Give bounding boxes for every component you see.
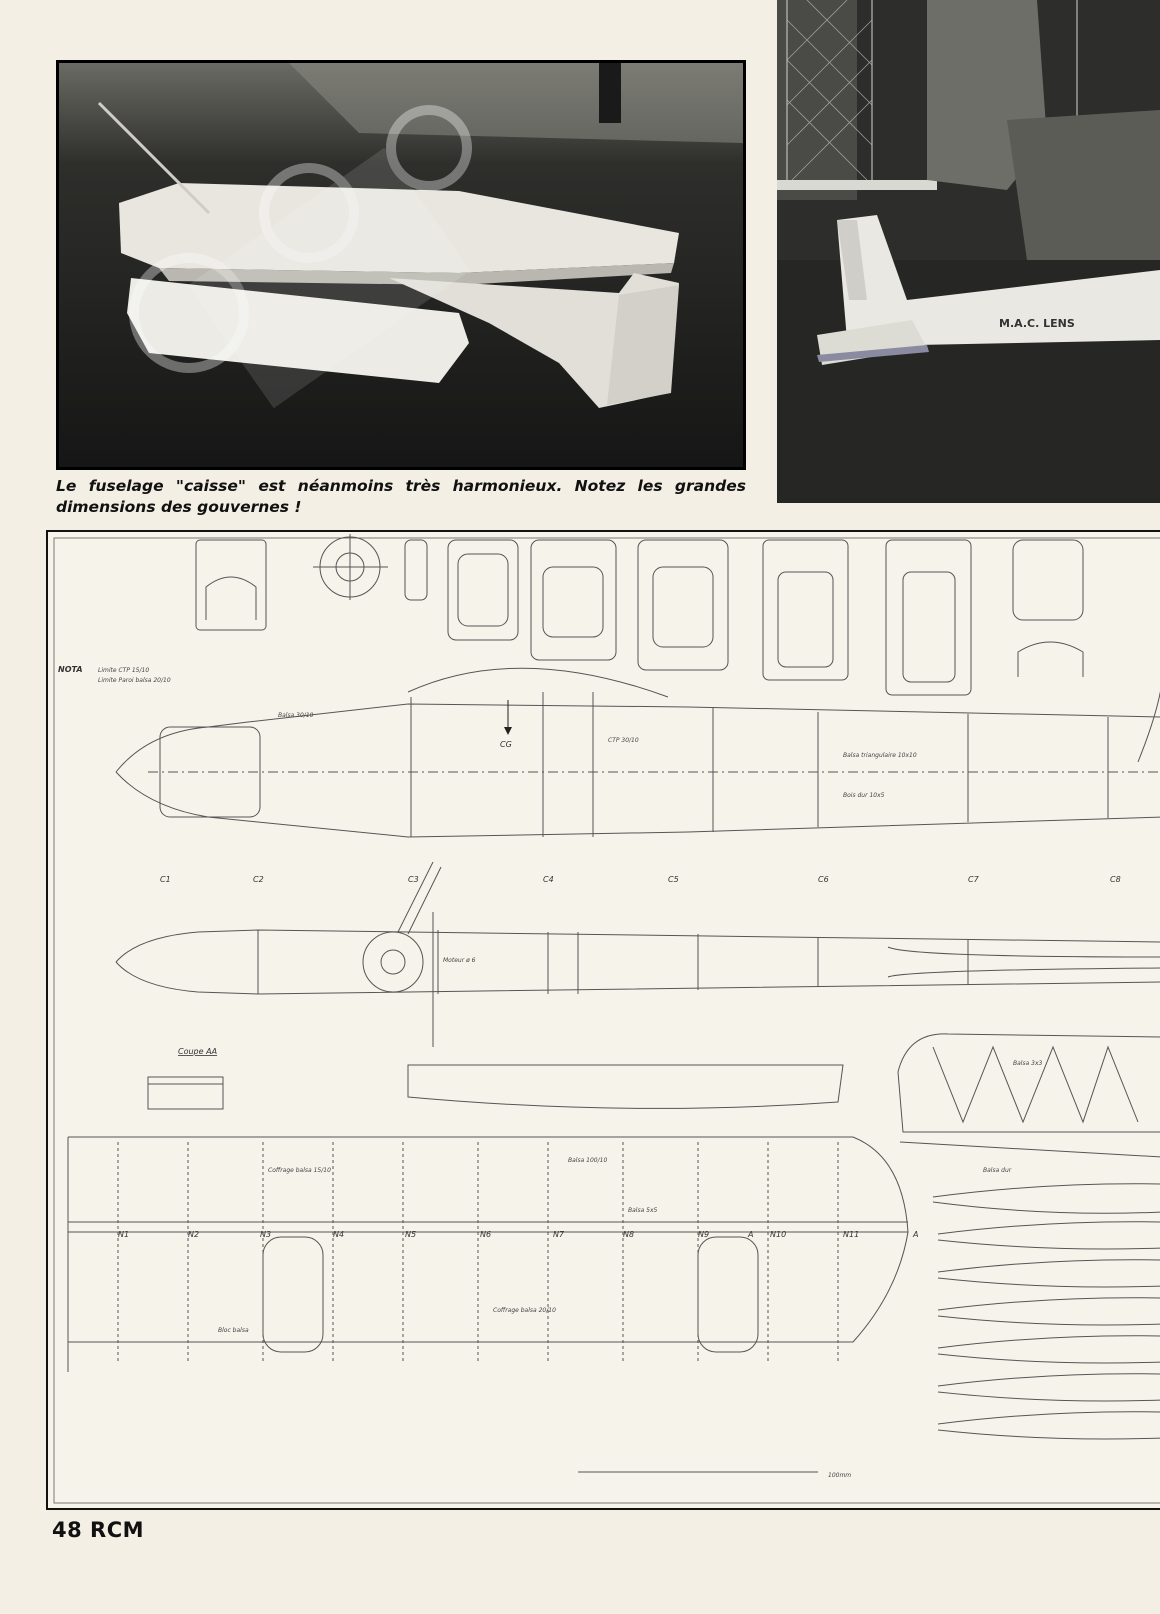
note-balsa-5x5: Balsa 5x5	[628, 1207, 658, 1214]
page-footer	[52, 1518, 144, 1542]
rib-label-n3: N3	[260, 1230, 272, 1239]
magazine-name: RCM	[90, 1518, 145, 1542]
rib-label-n6: N6	[480, 1230, 492, 1239]
photo-tail-section	[777, 0, 1160, 503]
cg-label: CG	[500, 740, 512, 749]
note-coffrage-20-10: Coffrage balsa 20/10	[493, 1307, 556, 1314]
note-balsa-dur: Balsa dur	[983, 1167, 1012, 1174]
section-mark-a-right: A	[913, 1230, 919, 1239]
rib-label-n9: N9	[698, 1230, 710, 1239]
section-mark-a-left: A	[748, 1230, 754, 1239]
frame-label-c1: C1	[160, 875, 171, 884]
note-balsa-3x3: Balsa 3x3	[1013, 1060, 1043, 1067]
nota-line-1: Limite CTP 15/10	[98, 667, 150, 674]
photo-tail-illustration	[777, 0, 1160, 503]
note-bois-dur: Bois dur 10x5	[843, 792, 885, 799]
frame-label-c3: C3	[408, 875, 419, 884]
rib-label-n11: N11	[843, 1230, 860, 1239]
page-number: 48	[52, 1518, 83, 1542]
coupe-aa-label: Coupe AA	[178, 1047, 218, 1056]
fin-outline	[898, 1034, 1160, 1157]
frame-label-c6: C6	[818, 875, 829, 884]
frame-label-c8: C8	[1110, 875, 1121, 884]
frame-label-c5: C5	[668, 875, 679, 884]
section-aa	[148, 1077, 223, 1109]
wing-plan	[68, 1137, 908, 1472]
photo-fuselage-and-wing	[56, 60, 746, 470]
scale-label: 100mm	[828, 1472, 852, 1479]
nota-line-2: Limite Paroi balsa 20/10	[98, 677, 171, 684]
rib-profiles	[933, 1184, 1160, 1439]
frame-label-c7: C7	[968, 875, 979, 884]
rib-label-n4: N4	[333, 1230, 345, 1239]
rib-label-n5: N5	[405, 1230, 417, 1239]
note-bloc-balsa: Bloc balsa	[218, 1327, 249, 1334]
note-balsa-triangulaire: Balsa triangulaire 10x10	[843, 752, 917, 759]
formers-row	[196, 534, 1083, 695]
construction-plan	[46, 530, 1160, 1510]
plan-drawing	[48, 532, 1160, 1510]
note-moteur: Moteur ø 6	[443, 957, 476, 964]
rib-label-n10: N10	[770, 1230, 787, 1239]
top-view-fuselage	[116, 862, 1160, 1047]
photo-fuselage-illustration	[59, 63, 743, 467]
note-coffrage-15-10: Coffrage balsa 15/10	[268, 1167, 331, 1174]
fuselage-lettering: M.A.C. LENS	[999, 317, 1075, 330]
note-ctp-30-10: CTP 30/10	[608, 737, 639, 744]
rib-label-n7: N7	[553, 1230, 565, 1239]
rib-label-n8: N8	[623, 1230, 635, 1239]
rib-label-n2: N2	[188, 1230, 200, 1239]
note-balsa-30-10: Balsa 30/10	[278, 712, 314, 719]
stabilizer-outline	[408, 1065, 843, 1108]
photo-caption: Le fuselage "caisse" est néanmoins très harmonieux. Notez les grandes dimensions des gouvernes !	[56, 477, 746, 516]
rib-label-n1: N1	[118, 1230, 130, 1239]
side-view-fuselage	[116, 668, 1160, 837]
frame-label-c2: C2	[253, 875, 264, 884]
frame-label-c4: C4	[543, 875, 554, 884]
nota-title: NOTA	[58, 665, 83, 674]
note-balsa-100-10: Balsa 100/10	[568, 1157, 608, 1164]
